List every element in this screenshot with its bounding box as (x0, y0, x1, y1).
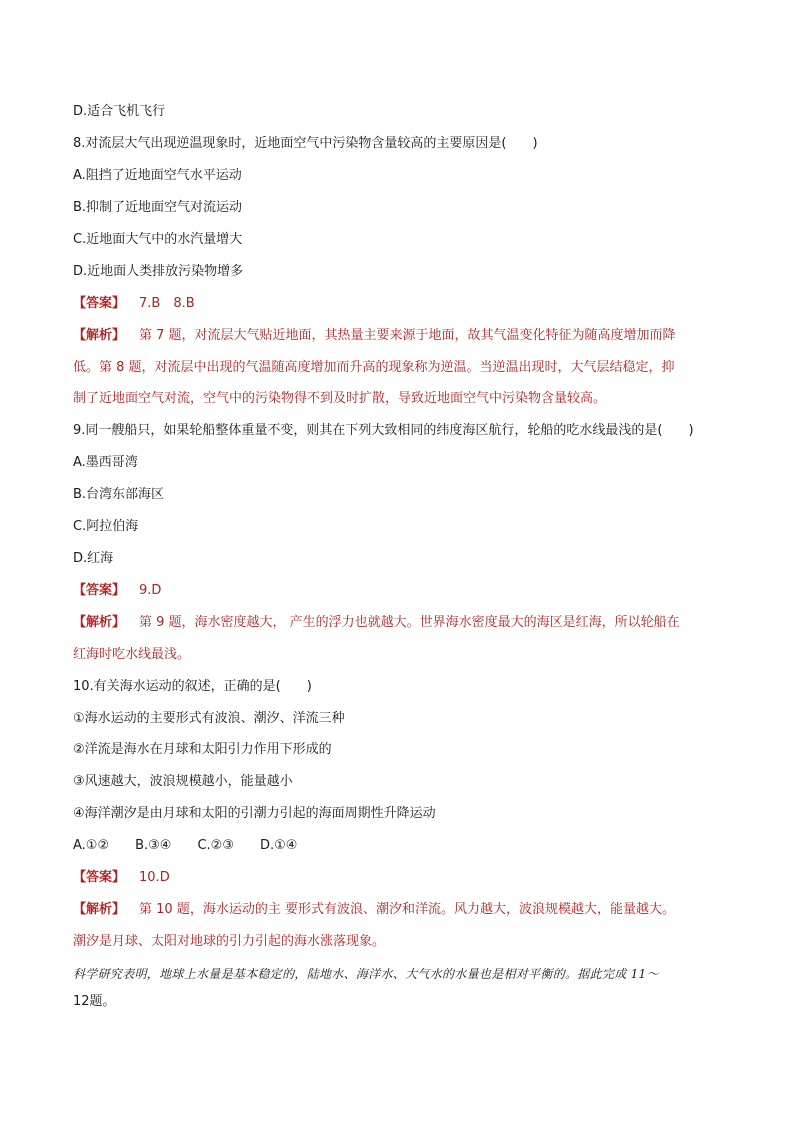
answer-tag: 【答案】 (73, 583, 126, 598)
q10-statement-4: ④海洋潮汐是由月球和太阳的引潮力引起的海面周期性升降运动 (73, 806, 436, 821)
analysis-text: 第 7 题，对流层大气贴近地面，其热量主要来源于地面，故其气温变化特征为随高度增加而降 (139, 328, 676, 343)
q8-option-c: C.近地面大气中的水汽量增大 (73, 232, 243, 247)
answer-7-8 (73, 296, 195, 312)
q10-statement-3: ③风速越大，波浪规模越小，能量越小 (73, 774, 293, 789)
q9-option-a: A.墨西哥湾 (73, 455, 138, 470)
q10-stem: 10.有关海水运动的叙述，正确的是( ) (73, 679, 312, 694)
q10-statement-1: ①海水运动的主要形式有波浪、潮汐、洋流三种 (73, 711, 345, 726)
q7-option-d: D.适合飞机飞行 (73, 104, 166, 119)
analysis-7-8-line-1 (73, 328, 676, 344)
analysis-tag: 【解析】 (73, 328, 126, 343)
q9-stem: 9.同一艘船只，如果轮船整体重量不变，则其在下列大致相同的纬度海区航行，轮船的吃水线最浅的是( ) (73, 423, 694, 438)
q8-option-a: A.阻挡了近地面空气水平运动 (73, 168, 242, 183)
q9-option-d: D.红海 (73, 551, 114, 566)
answer-tag: 【答案】 (73, 870, 126, 885)
q8-stem: 8.对流层大气出现逆温现象时，近地面空气中污染物含量较高的主要原因是( ) (73, 136, 538, 151)
analysis-tag: 【解析】 (73, 615, 126, 630)
analysis-9-line-2: 红海时吃水线最浅。 (73, 647, 191, 662)
q9-option-b: B.台湾东部海区 (73, 487, 165, 502)
analysis-7-8-line-3: 制了近地面空气对流，空气中的污染物得不到及时扩散，导致近地面空气中污染物含量较高。 (73, 391, 607, 406)
answer-tag: 【答案】 (73, 296, 126, 311)
q9-option-c: C.阿拉伯海 (73, 519, 139, 534)
analysis-9-line-1 (73, 615, 680, 631)
analysis-tag: 【解析】 (73, 902, 126, 917)
intro-11-12-line-2: 12题。 (73, 994, 116, 1009)
q8-option-d: D.近地面人类排放污染物增多 (73, 264, 244, 279)
analysis-7-8-line-2: 低。第 8 题，对流层中出现的气温随高度增加而升高的现象称为逆温。当逆温出现时，大气层结稳定，抑 (73, 360, 675, 375)
analysis-10-line-1 (73, 902, 675, 918)
analysis-text: 第 10 题，海水运动的主 要形式有波浪、潮汐和洋流。风力越大，波浪规模越大，能量越大。 (139, 902, 675, 917)
q10-statement-2: ②洋流是海水在月球和太阳引力作用下形成的 (73, 742, 332, 757)
q10-options: A.①② B.③④ C.②③ D.①④ (73, 838, 298, 853)
answer-text: 9.D (139, 583, 162, 598)
answer-text: 7.B 8.B (139, 296, 195, 311)
answer-10 (73, 870, 170, 886)
analysis-10-line-2: 潮汐是月球、太阳对地球的引力引起的海水涨落现象。 (73, 934, 386, 949)
answer-9 (73, 583, 161, 599)
intro-11-12-line-1: 科学研究表明，地球上水量是基本稳定的，陆地水、海洋水、大气水的水量也是相对平衡的。据此完成 11～ (73, 967, 659, 981)
analysis-text: 第 9 题，海水密度越大， 产生的浮力也就越大。世界海水密度最大的海区是红海，所以轮船在 (139, 615, 680, 630)
q8-option-b: B.抑制了近地面空气对流运动 (73, 200, 243, 215)
answer-text: 10.D (139, 870, 170, 885)
